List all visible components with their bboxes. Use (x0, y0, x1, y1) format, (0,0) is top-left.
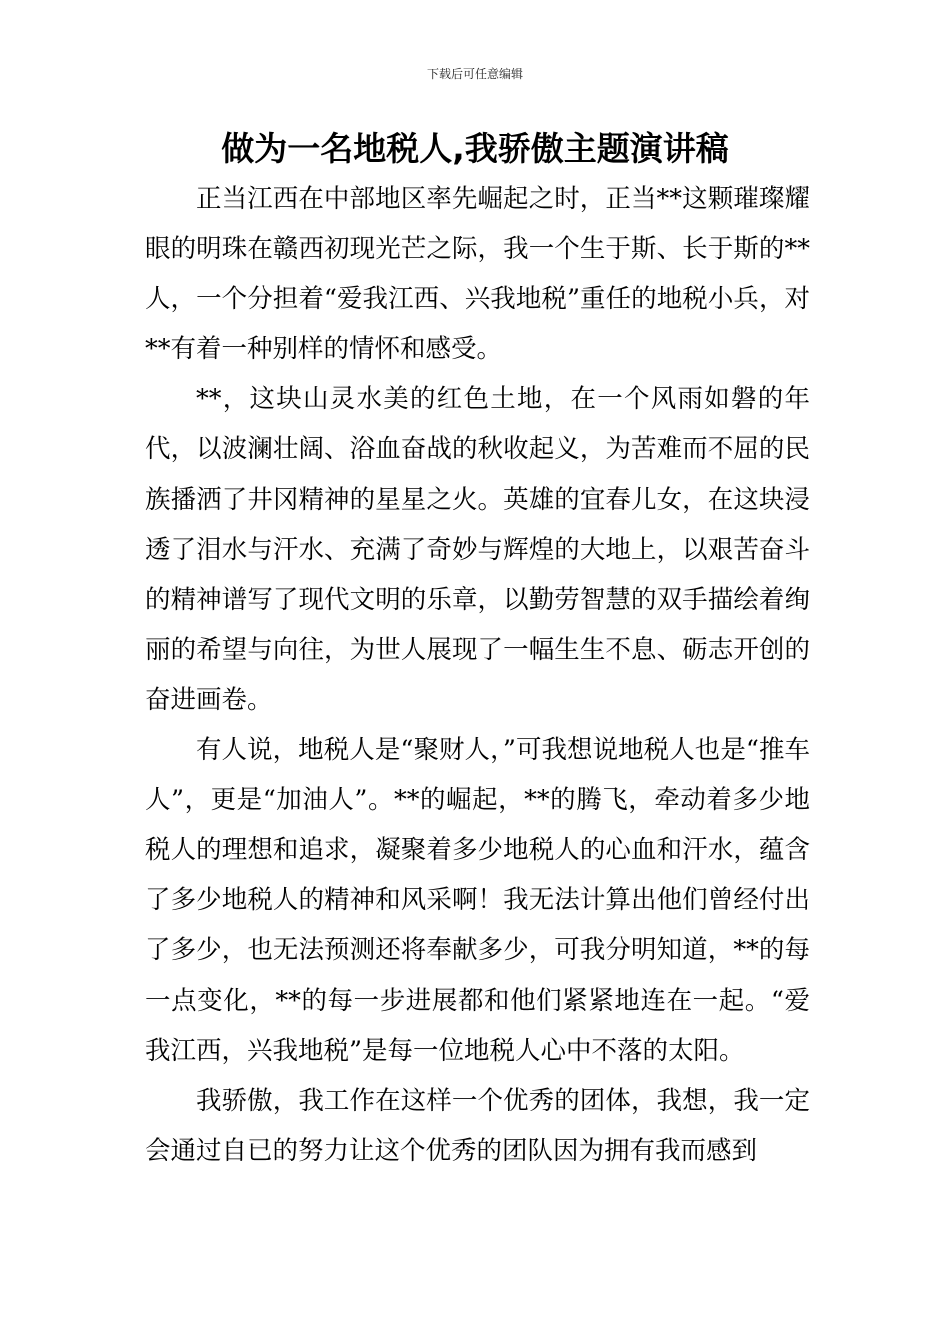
document-body (145, 174, 810, 1176)
paragraph: 我骄傲，我工作在这样一个优秀的团体，我想，我一定会通过自已的努力让这个优秀的团队因为拥有我而感到 (145, 1085, 810, 1166)
header-note: 下载后可任意编辑 (426, 67, 523, 81)
paragraph: 有人说，地税人是“聚财人，”可我想说地税人也是“推车人”，更是“加油人”。**的崛起，**的腾飞，牵动着多少地税人的理想和追求，凝聚着多少地税人的心血和汗水，蕴含了多少地税人的精神和风采啊！我无法计算出他们曾经付出了多少，也无法预测还将奉献多少，可我分明知道，**的每一点变化，**的每一步进展都和他们紧紧地连在一起。“爱我江西，兴我地税”是每一位地税人心中不落的太阳。 (145, 735, 810, 1066)
document-title: 做为一名地税人,我骄傲主题演讲稿 (221, 129, 729, 168)
paragraph: **，这块山灵水美的红色土地，在一个风雨如磐的年代，以波澜壮阔、浴血奋战的秋收起义，为苦难而不屈的民族播洒了井冈精神的星星之火。英雄的宜春儿女，在这块浸透了泪水与汗水、充满了奇妙与辉煌的大地上，以艰苦奋斗的精神谱写了现代文明的乐章，以勤劳智慧的双手描绘着绚丽的希望与向往，为世人展现了一幅生生不息、砺志开创的奋进画卷。 (145, 384, 810, 715)
paragraph: 正当江西在中部地区率先崛起之时，正当**这颗璀璨耀眼的明珠在赣西初现光芒之际，我一个生于斯、长于斯的**人，一个分担着“爱我江西、兴我地税”重任的地税小兵，对**有着一种别样的情怀和感受。 (145, 184, 810, 365)
